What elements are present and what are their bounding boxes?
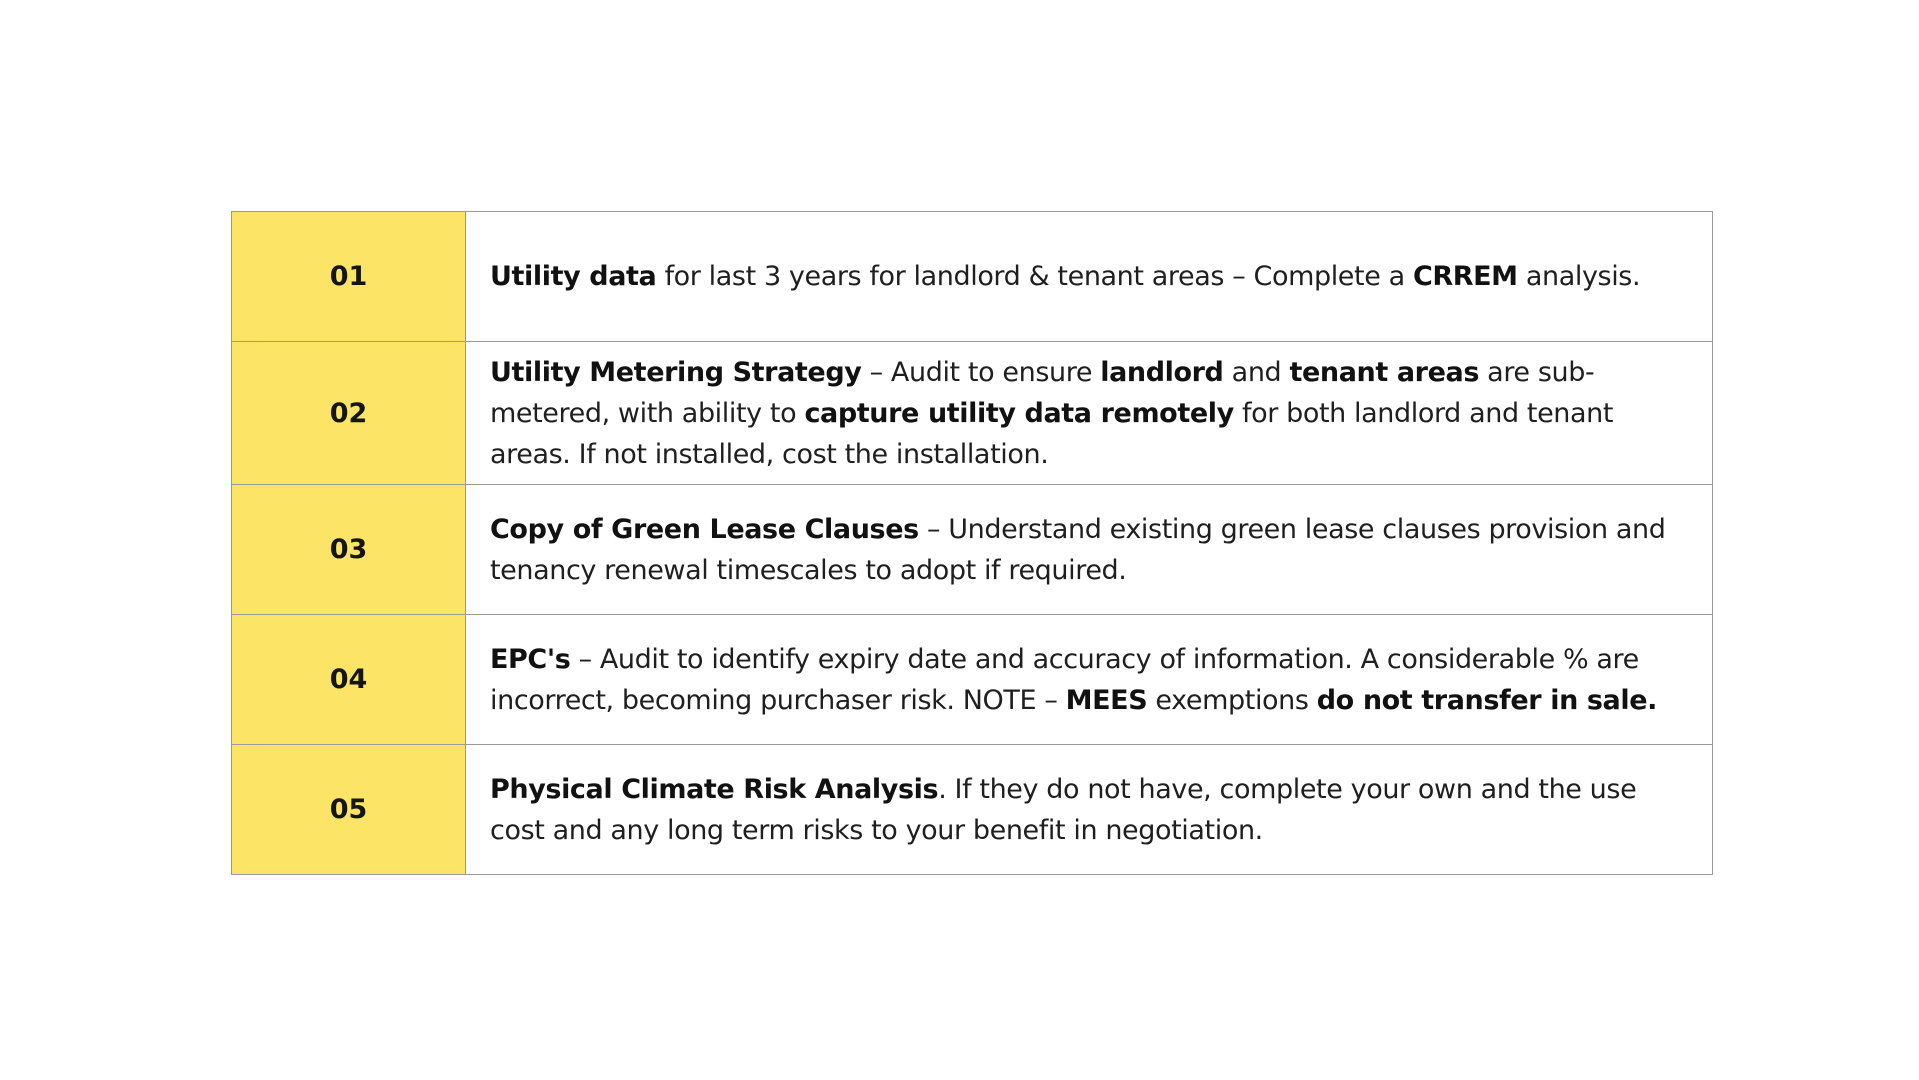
item-number: 01 bbox=[232, 212, 466, 342]
item-text-bold: capture utility data remotely bbox=[804, 397, 1234, 429]
checklist-row bbox=[232, 485, 1713, 615]
item-text-bold: MEES bbox=[1065, 684, 1148, 716]
item-text: . If they do not have, complete your own and the use cost and any long term risks to your benefit in negotiation. bbox=[490, 773, 1637, 846]
item-text-bold: Physical Climate Risk Analysis bbox=[490, 773, 939, 805]
item-text: – Audit to identify expiry date and accuracy of information. A considerable % are incorrect, becoming purchaser risk. NOTE – bbox=[490, 643, 1639, 716]
item-description bbox=[466, 615, 1713, 745]
item-text: and bbox=[1223, 356, 1290, 388]
item-description bbox=[466, 342, 1713, 485]
item-text-bold: CRREM bbox=[1412, 261, 1518, 292]
item-text-bold: Copy of Green Lease Clauses bbox=[490, 513, 919, 545]
item-number: 05 bbox=[232, 745, 466, 875]
item-text: – Audit to ensure bbox=[861, 356, 1101, 388]
item-text-bold: landlord bbox=[1100, 356, 1224, 388]
due-diligence-checklist-table bbox=[231, 211, 1713, 875]
item-text-bold: do not transfer in sale. bbox=[1316, 684, 1658, 716]
checklist-row bbox=[232, 212, 1713, 342]
item-description bbox=[466, 485, 1713, 615]
item-number: 02 bbox=[232, 342, 466, 485]
item-text: are sub-metered, with ability to bbox=[490, 356, 1595, 429]
item-text-bold: tenant areas bbox=[1289, 356, 1479, 388]
item-text: for last 3 years for landlord & tenant areas – Complete a bbox=[656, 261, 1413, 292]
item-text: – Understand existing green lease clauses provision and tenancy renewal timescales to adopt if required. bbox=[490, 513, 1666, 586]
item-text: analysis. bbox=[1517, 261, 1641, 292]
item-description bbox=[466, 745, 1713, 875]
item-number: 03 bbox=[232, 485, 466, 615]
item-text-bold: EPC's bbox=[490, 643, 571, 675]
item-text: for both landlord and tenant areas. If not installed, cost the installation. bbox=[490, 397, 1614, 470]
item-text: exemptions bbox=[1147, 684, 1317, 716]
checklist-row bbox=[232, 615, 1713, 745]
item-description bbox=[466, 212, 1713, 342]
item-text-bold: Utility Metering Strategy bbox=[490, 356, 862, 388]
item-text-bold: Utility data bbox=[490, 261, 657, 292]
item-number: 04 bbox=[232, 615, 466, 745]
checklist-row bbox=[232, 745, 1713, 875]
checklist-row bbox=[232, 342, 1713, 485]
